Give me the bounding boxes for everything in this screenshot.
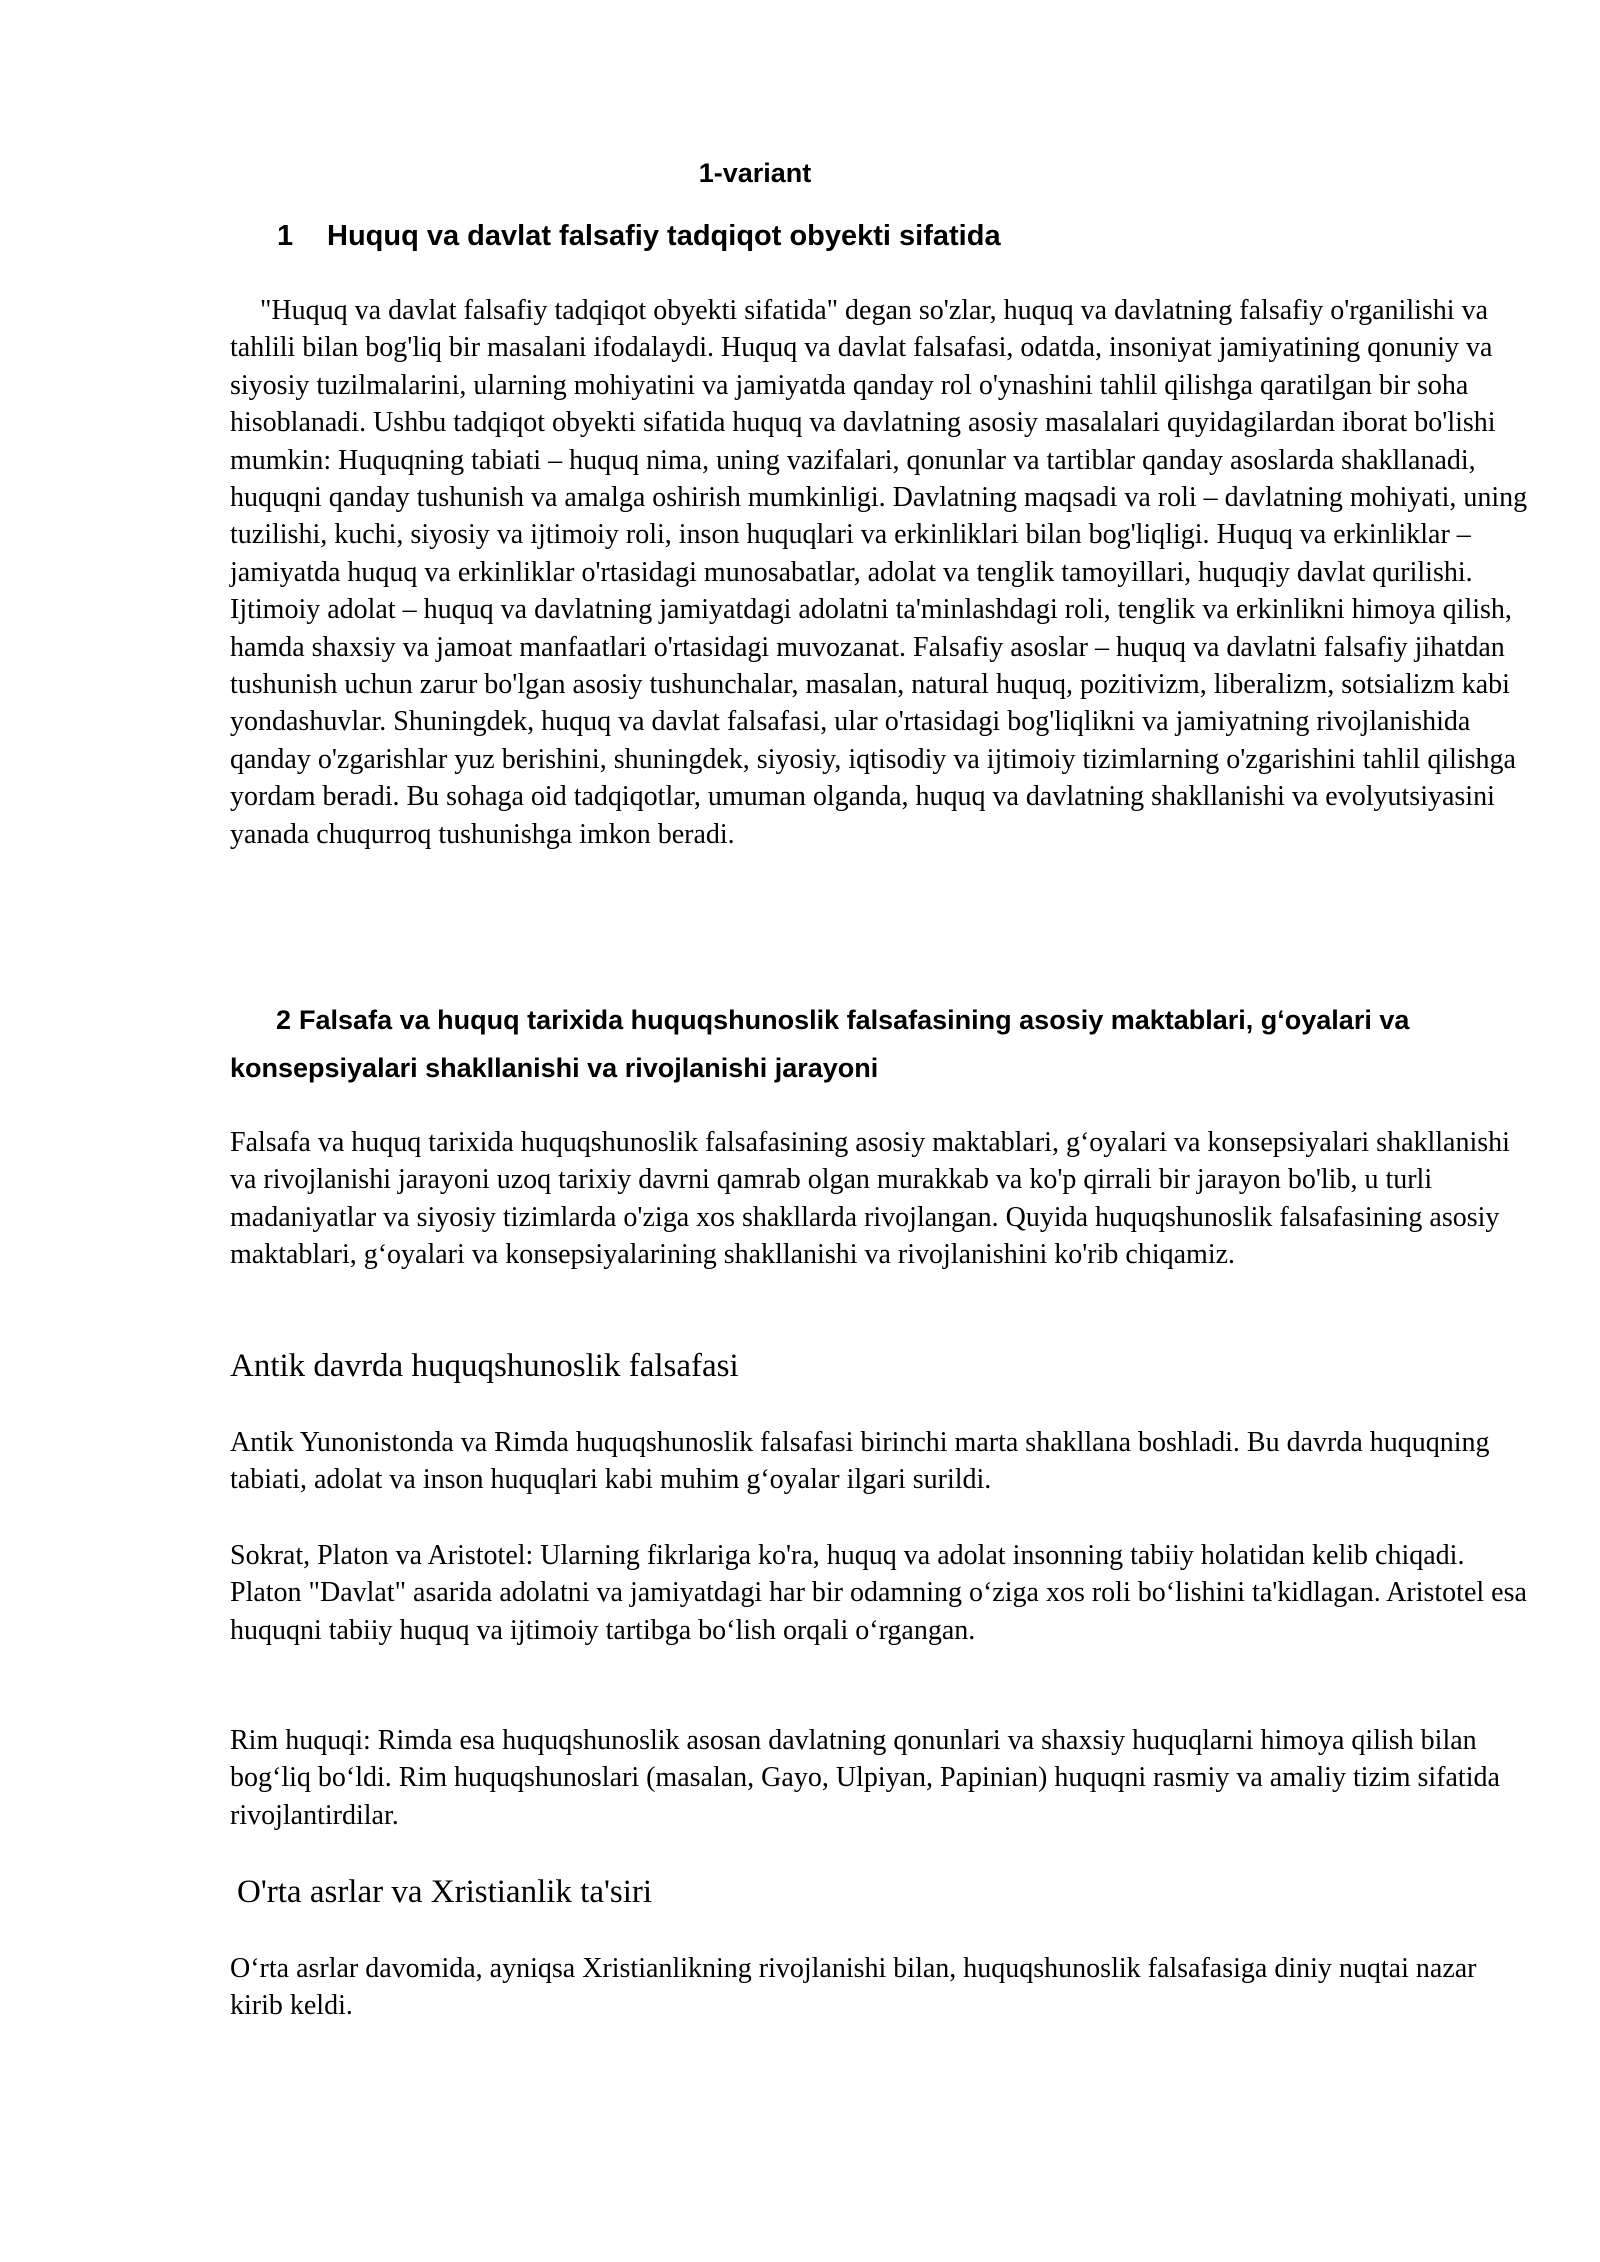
antiquity-heading: Antik davrda huquqshunoslik falsafasi [230, 1348, 739, 1384]
middle-ages-heading: O'rta asrlar va Xristianlik ta'siri [237, 1874, 653, 1910]
variant-title: 1-variant [698, 158, 812, 188]
section-1-paragraph: "Huquq va davlat falsafiy tadqiqot obyekti sifatida" degan so'zlar, huquq va davlatning falsafiy o'rganilishi va tahlili bilan bog'liq bir masalani ifodalaydi. Huquq va davlat falsafasi, odatda, insoniyat jamiyatining qonuniy va siyosiy tuzilmalarini, ularning mohiyatini va jamiyatda qanday rol o'ynashini tahlil qilishga qaratilgan bir soha hisoblanadi. Ushbu tadqiqot obyekti sifatida huquq va davlatning asosiy masalalari quyidagilardan iborat bo'lishi mumkin: Huquqning tabiati – huquq nima, uning vazifalari, qonunlar va tartiblar qanday asoslarda shakllanadi, huquqni qanday tushunish va amalga oshirish mumkinligi. Davlatning maqsadi va roli – davlatning mohiyati, uning tuzilishi, kuchi, siyosiy va ijtimoiy roli, inson huquqlari va erkinliklari bilan bog'liqligi. Huquq va erkinliklar – jamiyatda huquq va erkinliklar o'rtasidagi munosabatlar, adolat va tenglik tamoyillari, huquqiy davlat qurilishi. Ijtimoiy adolat – huquq va davlatning jamiyatdagi adolatni ta'minlashdagi roli, tenglik va erkinlikni himoya qilish, hamda shaxsiy va jamoat manfaatlari o'rtasidagi muvozanat. Falsafiy asoslar – huquq va davlatni falsafiy jihatdan tushunish uchun zarur bo'lgan asosiy tushunchalar, masalan, natural huquq, pozitivizm, liberalizm, sotsializm kabi yondashuvlar. Shuningdek, huquq va davlat falsafasi, ular o'rtasidagi bog'liqlikni va jamiyatning rivojlanishida qanday o'zgarishlar yuz berishini, shuningdek, siyosiy, iqtisodiy va ijtimoiy tizimlarning o'zgarishini tahlil qilishga yordam beradi. Bu sohaga oid tadqiqotlar, umuman olganda, huquq va davlatning shakllanishi va evolyutsiyasini yanada chuqurroq tushunishga imkon beradi. [230, 295, 1528, 850]
section-1-title: Huquq va davlat falsafiy tadqiqot obyekti sifatida [327, 220, 1001, 252]
middle-ages-paragraph-1: Oʻrta asrlar davomida, ayniqsa Xristianlikning rivojlanishi bilan, huquqshunoslik falsafasiga diniy nuqtai nazar kirib keldi. [230, 1953, 1477, 2022]
section-1-heading [277, 218, 1477, 254]
antiquity-paragraph-2: Sokrat, Platon va Aristotel: Ularning fikrlariga ko'ra, huquq va adolat insonning tabiiy holatidan kelib chiqadi. Platon "Davlat" asarida adolatni va jamiyatdagi har bir odamning oʻziga xos roli boʻlishini ta'kidlagan. Aristotel esa huquqni tabiiy huquq va ijtimoiy tartibga boʻlish orqali oʻrgangan. [230, 1540, 1527, 1646]
antiquity-paragraph-1: Antik Yunonistonda va Rimda huquqshunoslik falsafasi birinchi marta shakllana boshladi. Bu davrda huquqning tabiati, adolat va inson huquqlari kabi muhim gʻoyalar ilgari surildi. [230, 1427, 1490, 1496]
section-2-number: 2 [276, 1005, 292, 1035]
section-2-intro: Falsafa va huquq tarixida huquqshunoslik falsafasining asosiy maktablari, gʻoyalari va konsepsiyalari shakllanishi va rivojlanishi jarayoni uzoq tarixiy davrni qamrab olgan murakkab va ko'p qirrali bir jarayon bo'lib, u turli madaniyatlar va siyosiy tizimlarda o'ziga xos shakllarda rivojlangan. Quyida huquqshunoslik falsafasining asosiy maktablari, gʻoyalari va konsepsiyalarining shakllanishi va rivojlanishini ko'rib chiqamiz. [230, 1127, 1510, 1271]
section-2-heading [230, 996, 1530, 1092]
section-2-title: Falsafa va huquq tarixida huquqshunoslik falsafasining asosiy maktablari, gʻoyalari va konsepsiyalari shakllanishi va rivojlanishi jarayoni [230, 1005, 1410, 1083]
section-1-number: 1 [277, 220, 294, 252]
antiquity-paragraph-3: Rim huquqi: Rimda esa huquqshunoslik asosan davlatning qonunlari va shaxsiy huquqlarni himoya qilish bilan bogʻliq boʻldi. Rim huquqshunoslari (masalan, Gayo, Ulpiyan, Papinian) huquqni rasmiy va amaliy tizim sifatida rivojlantirdilar. [230, 1725, 1500, 1831]
